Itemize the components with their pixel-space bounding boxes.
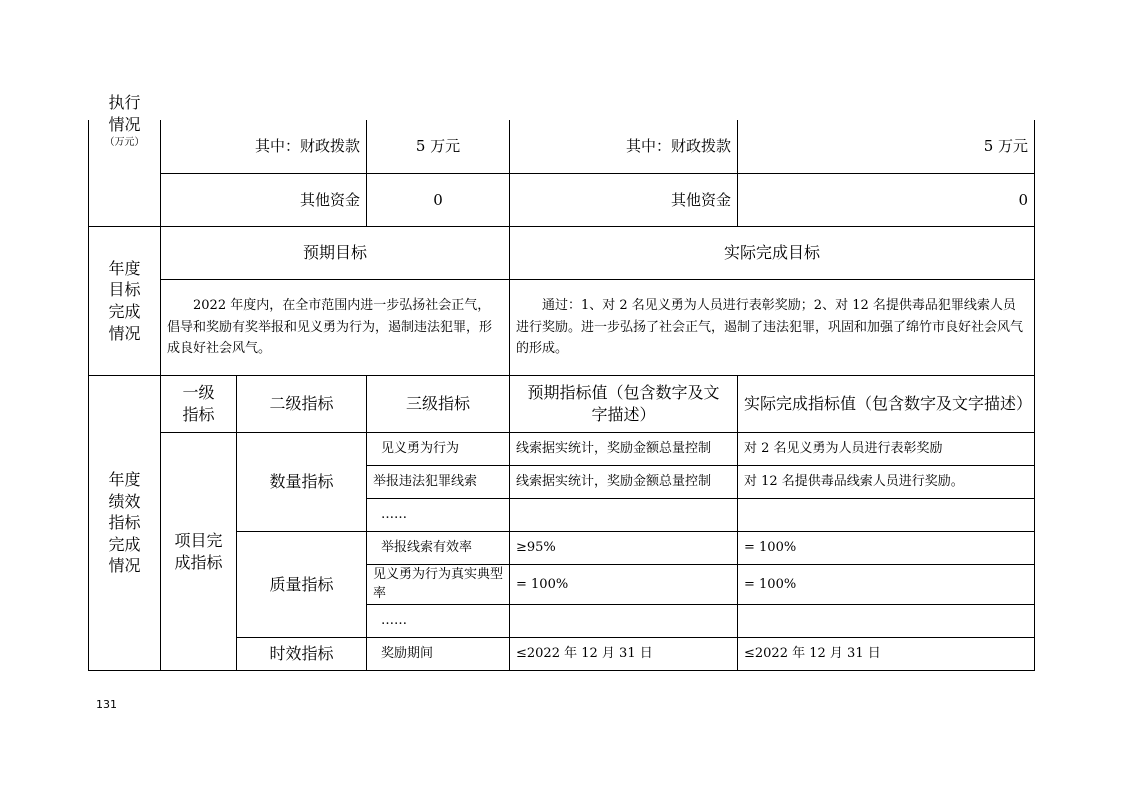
fiscal-planned-value: 5 万元 (366, 120, 510, 174)
col-level3-header (366, 375, 510, 433)
fiscal-label-actual: 其中：财政拨款 (509, 120, 738, 174)
actual-value-cell (737, 498, 1035, 532)
page-number: 131 (96, 698, 117, 711)
actual-value-text: 对 12 名提供毒品线索人员进行奖励。 (744, 474, 964, 490)
expected-goal-header (160, 226, 510, 280)
level3-cell (366, 432, 510, 466)
expected-value-text: 线索据实统计，奖励金额总量控制 (516, 474, 712, 490)
level1-cell (160, 432, 237, 671)
level3-cell (366, 604, 510, 638)
level3-text: 见义勇为行为 (381, 440, 460, 456)
col-actual-text: 实际完成指标值（包含数字及文字描述） (744, 394, 1033, 414)
level2-cell (236, 432, 367, 532)
expected-goal-header-text: 预期目标 (302, 243, 367, 263)
actual-value-text: = 100% (744, 576, 797, 592)
expected-value-text: ≥95% (516, 540, 556, 556)
expected-value-cell (509, 432, 738, 466)
level3-text: …… (381, 506, 407, 522)
other-actual-value: 0 (737, 173, 1035, 227)
actual-value-text: = 100% (744, 540, 797, 556)
actual-value-cell (737, 432, 1035, 466)
col-actual-header (737, 375, 1035, 433)
col-level1-text: 一级指标 (182, 383, 215, 424)
expected-goal-text (160, 279, 510, 376)
expected-value-text: = 100% (516, 576, 569, 592)
actual-value-cell (737, 465, 1035, 499)
other-label-actual: 其他资金 (509, 173, 738, 227)
performance-row-head (88, 375, 161, 671)
col-level3-text: 三级指标 (405, 394, 470, 414)
other-planned-value: 0 (366, 173, 510, 227)
fiscal-actual-value: 5 万元 (737, 120, 1035, 174)
level3-text: 奖励期间 (381, 645, 434, 661)
level3-cell (366, 637, 510, 671)
expected-value-cell (509, 604, 738, 638)
execution-unit: （万元） (104, 137, 145, 149)
level3-text: 见义勇为行为真实典型率 (373, 566, 504, 601)
execution-row-head (88, 93, 161, 227)
level3-text: 举报线索有效率 (381, 539, 473, 555)
actual-goal-header-text: 实际完成目标 (723, 243, 820, 263)
level2-text: 质量指标 (269, 574, 334, 594)
expected-value-text: ≤2022 年 12 月 31 日 (516, 646, 653, 662)
goals-head-text: 年度目标完成情况 (108, 258, 141, 343)
level3-cell (366, 531, 510, 565)
level3-text: 举报违法犯罪线索 (373, 473, 478, 489)
level2-text: 时效指标 (269, 644, 334, 664)
level3-cell (366, 564, 510, 605)
col-expected-text: 预期指标值（包含数字及文字描述） (527, 383, 720, 424)
execution-head-text: 执行情况 (108, 93, 141, 134)
expected-value-cell (509, 564, 738, 605)
actual-goal-text (509, 279, 1035, 376)
performance-head-text: 年度绩效指标完成情况 (108, 470, 141, 576)
col-level2-header (236, 375, 367, 433)
report-grid (88, 93, 1034, 671)
level2-cell (236, 637, 367, 671)
actual-goal-paragraph: 通过：1、对 2 名见义勇为人员进行表彰奖励；2、对 12 名提供毒品犯罪线索人员进行奖励。进一步弘扬了社会正气，遏制了违法犯罪，巩固和加强了绵竹市良好社会风气的形成。 (516, 298, 1024, 357)
level3-text: …… (381, 612, 407, 628)
expected-value-cell (509, 637, 738, 671)
actual-value-text: ≤2022 年 12 月 31 日 (744, 646, 881, 662)
expected-value-cell (509, 465, 738, 499)
expected-value-text: 线索据实统计，奖励金额总量控制 (516, 441, 712, 457)
goals-row-head (88, 226, 161, 376)
level2-cell (236, 531, 367, 638)
level3-cell (366, 465, 510, 499)
level2-text: 数量指标 (269, 472, 334, 492)
level1-text: 项目完成指标 (174, 530, 223, 572)
actual-goal-header (509, 226, 1035, 280)
actual-value-cell (737, 637, 1035, 671)
other-label-planned: 其他资金 (160, 173, 367, 227)
col-level2-text: 二级指标 (269, 394, 334, 414)
actual-value-cell (737, 564, 1035, 605)
level3-cell (366, 498, 510, 532)
actual-value-text: 对 2 名见义勇为人员进行表彰奖励 (744, 441, 943, 457)
fiscal-label-planned: 其中：财政拨款 (160, 120, 367, 174)
expected-value-cell (509, 498, 738, 532)
expected-goal-paragraph: 2022 年度内，在全市范围内进一步弘扬社会正气，倡导和奖励有奖举报和见义勇为行为，遏制违法犯罪，形成良好社会风气。 (167, 298, 493, 357)
col-level1-header (160, 375, 237, 433)
col-expected-header (509, 375, 738, 433)
expected-value-cell (509, 531, 738, 565)
actual-value-cell (737, 604, 1035, 638)
actual-value-cell (737, 531, 1035, 565)
